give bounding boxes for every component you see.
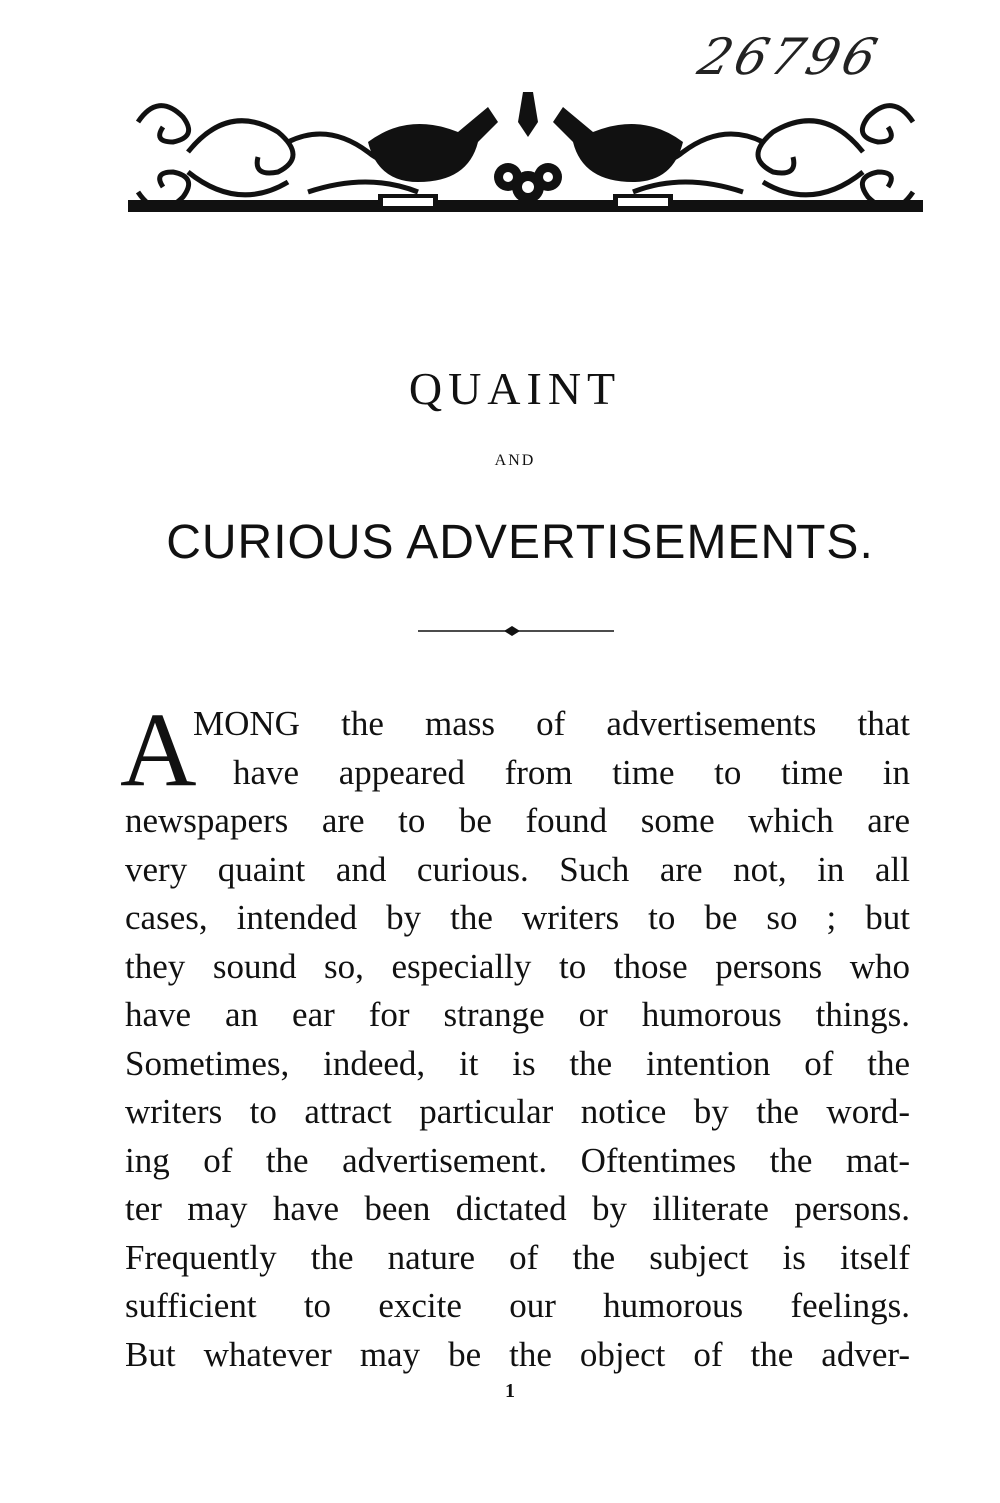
handwritten-shelfmark: 26796 <box>692 28 887 86</box>
text-line: have appeared from time to time in <box>233 752 910 792</box>
text-line: ing of the advertisement. Oftentimes the mat- <box>125 1140 910 1180</box>
text-line: ter may have been dictated by illiterate persons. <box>125 1189 910 1228</box>
text-line: writers to attract particular notice by the word- <box>125 1092 910 1131</box>
text-line: very quaint and curious. Such are not, in all <box>125 849 910 889</box>
text-line: Sometimes, indeed, it is the intention of the <box>125 1043 910 1083</box>
title-connector-and: AND <box>494 452 536 469</box>
body-paragraph <box>125 700 910 1379</box>
text-line: they sound so, especially to those persons who <box>125 946 910 986</box>
text-line: MONG the mass of advertisements that <box>193 704 910 743</box>
title-line-quaint: QUAINT <box>408 363 622 414</box>
text-line: But whatever may be the object of the adver- <box>125 1334 910 1374</box>
text-line: newspapers are to be found some which are <box>125 801 910 840</box>
page-number: 1 <box>505 1380 515 1402</box>
text-line: sufficient to excite our humorous feelings. <box>125 1286 910 1325</box>
title-line-curious-advertisements: CURIOUS ADVERTISEMENTS. <box>166 516 874 569</box>
drop-cap: A <box>120 691 197 808</box>
text-line: cases, intended by the writers to be so ; but <box>125 898 910 937</box>
text-line: Frequently the nature of the subject is itself <box>125 1237 910 1277</box>
text-line: have an ear for strange or humorous things. <box>125 995 910 1034</box>
title-divider-rule <box>418 624 614 638</box>
decorative-headpiece-ornament <box>128 82 923 224</box>
